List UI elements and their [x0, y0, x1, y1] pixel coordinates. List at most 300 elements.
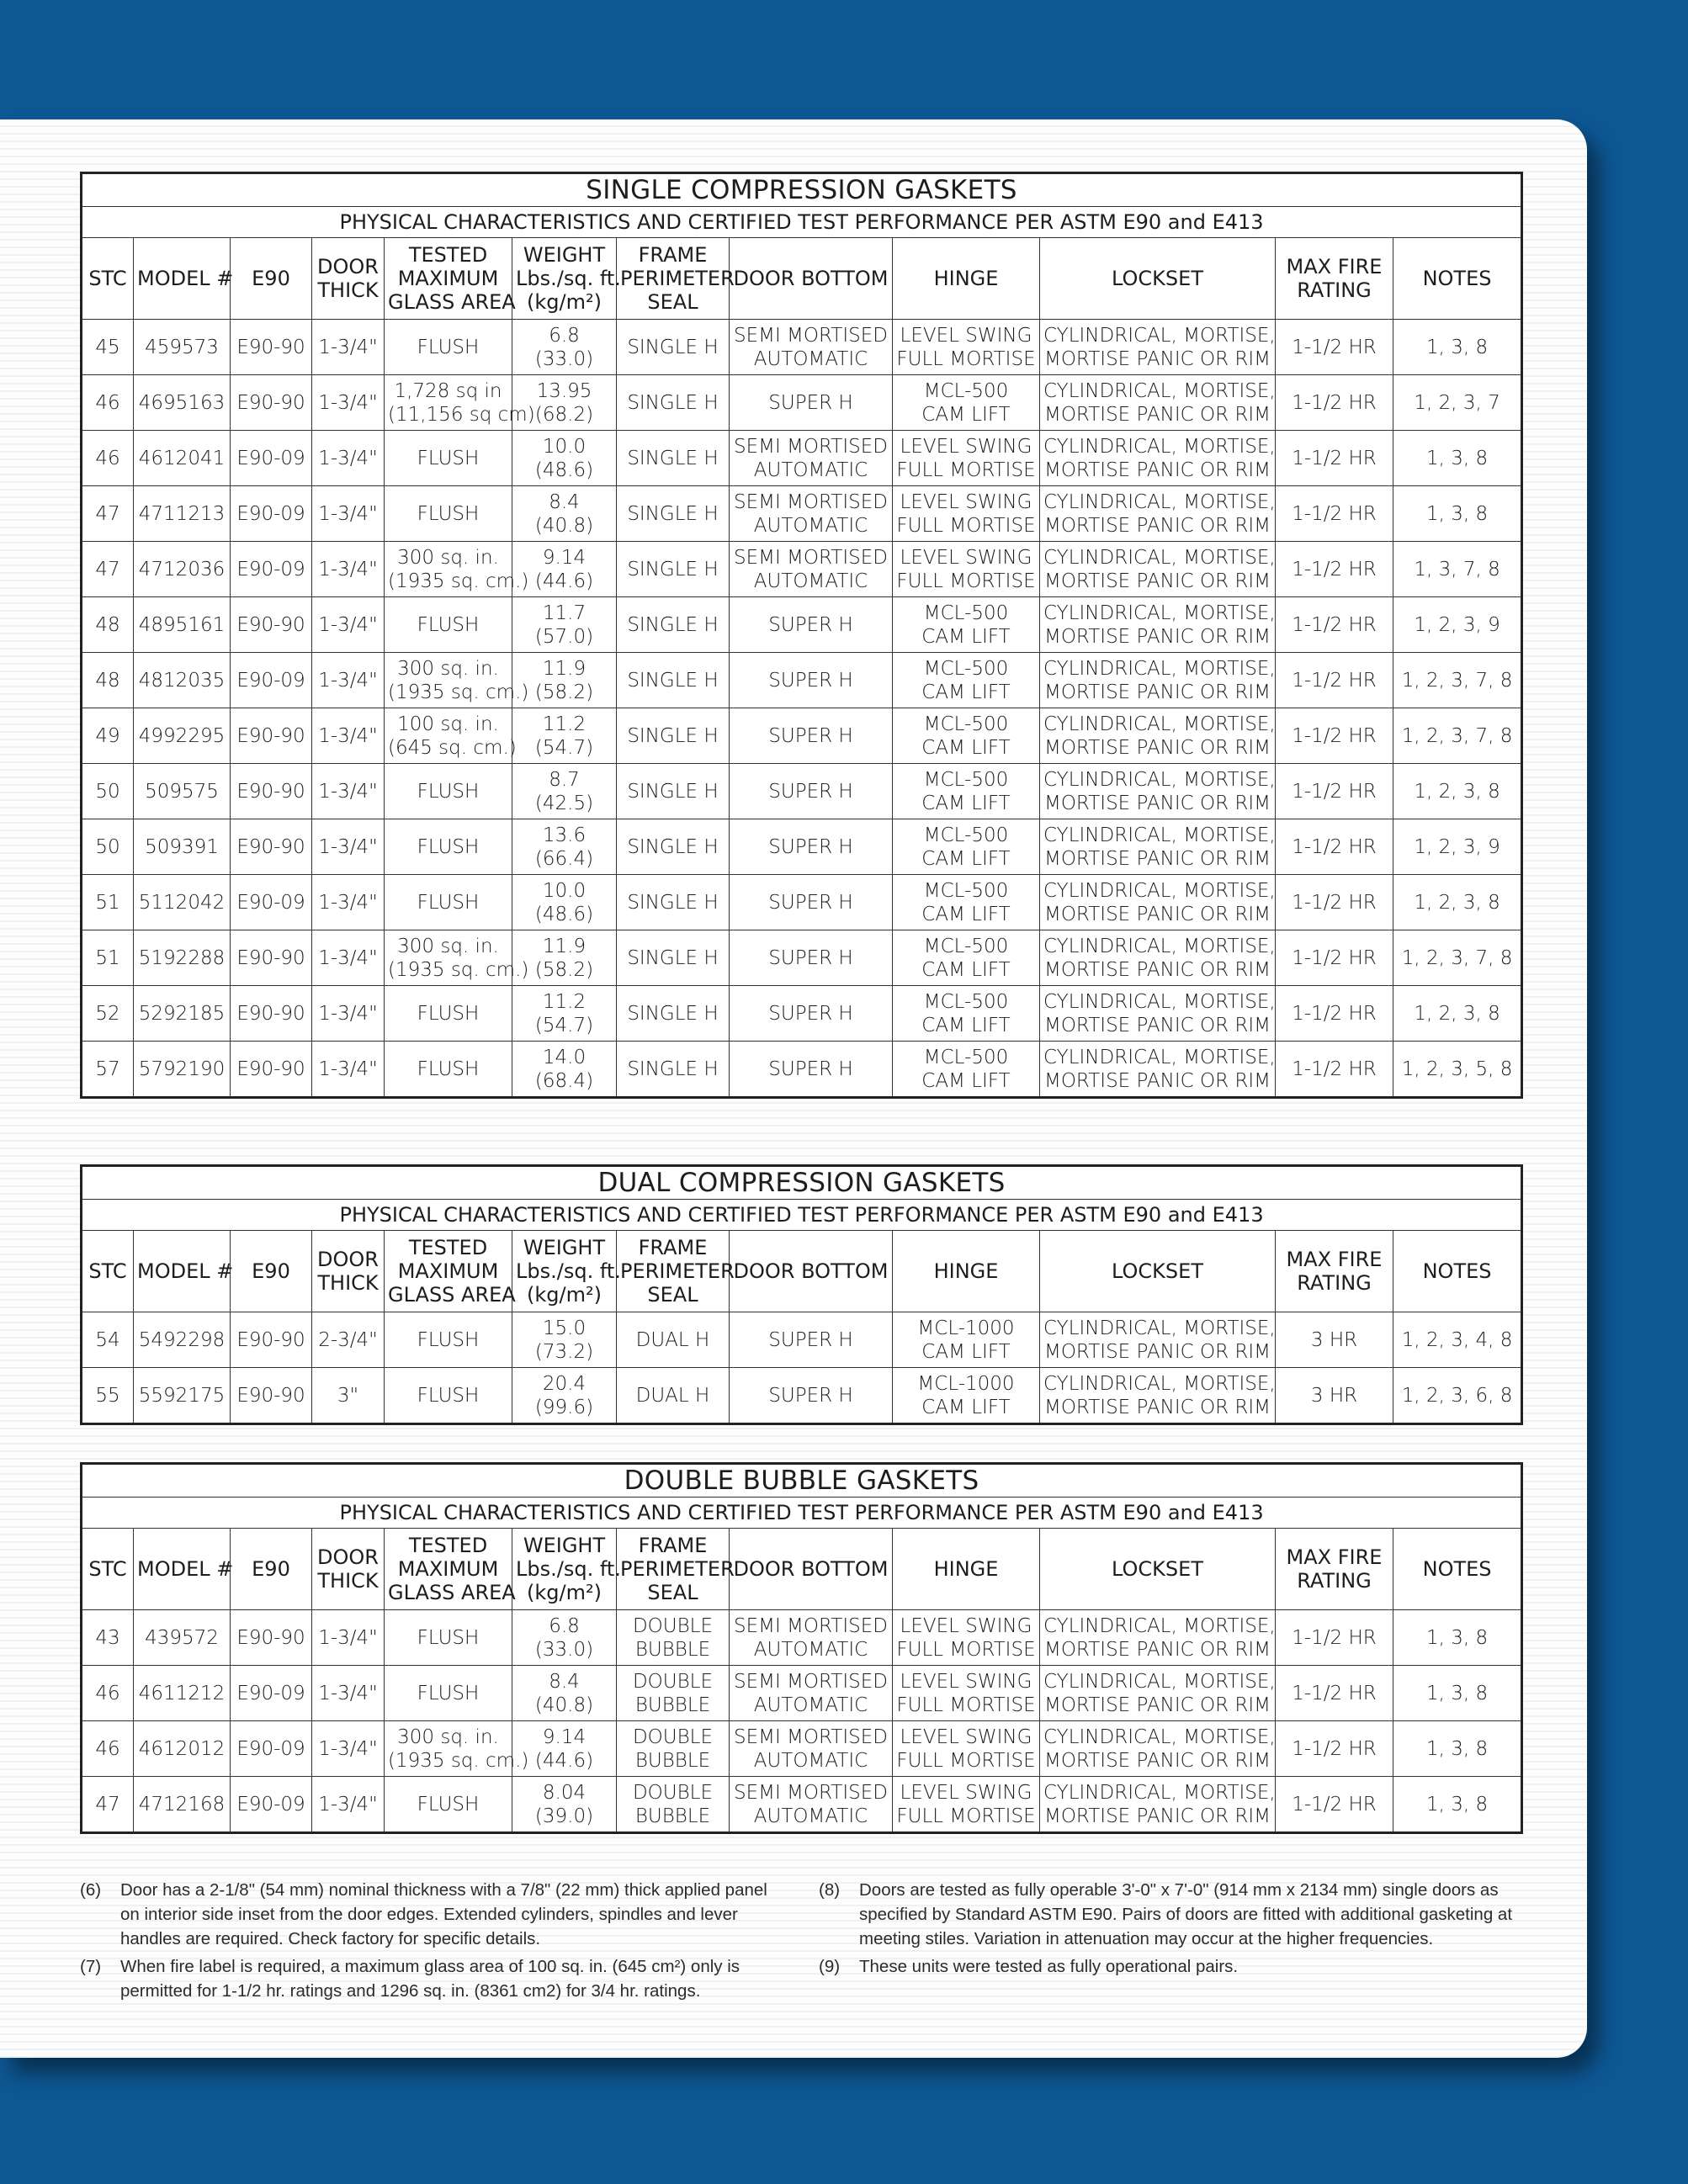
table-title: DUAL COMPRESSION GASKETS [82, 1166, 1522, 1200]
cell-model: 459573 [134, 320, 231, 375]
cell-weight: 10.0 (48.6) [512, 431, 617, 486]
cell-frame: DOUBLE BUBBLE [617, 1666, 730, 1721]
cell-fire: 1-1/2 HR [1276, 1721, 1393, 1777]
cell-hinge: LEVEL SWING FULL MORTISE [893, 486, 1040, 542]
table-row [82, 320, 1522, 375]
cell-hinge: MCL-500 CAM LIFT [893, 653, 1040, 708]
footnote [819, 1878, 1517, 1951]
column-header-stc: STC [82, 1231, 134, 1312]
cell-frame: SINGLE H [617, 597, 730, 653]
column-header-fire: MAX FIRE RATING [1276, 1231, 1393, 1312]
cell-notes: 1, 2, 3, 9 [1393, 597, 1522, 653]
cell-lockset: CYLINDRICAL, MORTISE, MORTISE PANIC OR RIM [1040, 1666, 1276, 1721]
cell-weight: 6.8 (33.0) [512, 320, 617, 375]
table-row [82, 986, 1522, 1042]
table-subtitle: PHYSICAL CHARACTERISTICS AND CERTIFIED TEST PERFORMANCE PER ASTM E90 and E413 [82, 1200, 1522, 1231]
cell-thick: 1-3/4" [312, 1721, 385, 1777]
cell-model: 509391 [134, 819, 231, 875]
cell-fire: 1-1/2 HR [1276, 320, 1393, 375]
cell-e90: E90-90 [231, 597, 312, 653]
footnote-text: When fire label is required, a maximum glass area of 100 sq. in. (645 cm²) only is permitted for 1-1/2 hr. ratings and 1296 sq. in. (8361 cm2) for 3/4 hr. ratings. [120, 1957, 740, 2001]
column-header-model: MODEL # [134, 238, 231, 320]
cell-bottom: SEMI MORTISED AUTOMATIC [730, 431, 893, 486]
cell-thick: 1-3/4" [312, 320, 385, 375]
cell-glass: FLUSH [385, 1777, 512, 1833]
cell-lockset: CYLINDRICAL, MORTISE, MORTISE PANIC OR RIM [1040, 764, 1276, 819]
cell-model: 4612041 [134, 431, 231, 486]
cell-model: 5192288 [134, 930, 231, 986]
column-header-model: MODEL # [134, 1529, 231, 1610]
cell-frame: SINGLE H [617, 486, 730, 542]
footnote-number: (9) [819, 1957, 841, 1976]
cell-fire: 1-1/2 HR [1276, 708, 1393, 764]
cell-model: 4611212 [134, 1666, 231, 1721]
cell-thick: 1-3/4" [312, 486, 385, 542]
cell-bottom: SEMI MORTISED AUTOMATIC [730, 1610, 893, 1666]
column-header-frame: FRAME PERIMETER SEAL [617, 238, 730, 320]
cell-glass: FLUSH [385, 1610, 512, 1666]
cell-stc: 47 [82, 542, 134, 597]
cell-weight: 9.14 (44.6) [512, 1721, 617, 1777]
cell-lockset: CYLINDRICAL, MORTISE, MORTISE PANIC OR RIM [1040, 431, 1276, 486]
cell-stc: 43 [82, 1610, 134, 1666]
cell-stc: 46 [82, 431, 134, 486]
footnote [80, 1878, 778, 1951]
double-bubble-table [80, 1462, 1523, 1834]
footnote-text: Door has a 2-1/8" (54 mm) nominal thickness with a 7/8" (22 mm) thick applied panel on interior side inset from the door edges. Extended cylinders, spindles and lever handles are required. Check factory for specific details. [120, 1880, 767, 1948]
column-header-thick: DOOR THICK [312, 1231, 385, 1312]
table-row [82, 1666, 1522, 1721]
cell-hinge: MCL-500 CAM LIFT [893, 986, 1040, 1042]
cell-stc: 47 [82, 1777, 134, 1833]
cell-model: 4695163 [134, 375, 231, 431]
cell-stc: 50 [82, 819, 134, 875]
footnote-number: (7) [80, 1957, 102, 1976]
cell-e90: E90-90 [231, 986, 312, 1042]
cell-notes: 1, 2, 3, 7, 8 [1393, 708, 1522, 764]
cell-e90: E90-09 [231, 431, 312, 486]
cell-glass: FLUSH [385, 320, 512, 375]
cell-glass: FLUSH [385, 1368, 512, 1424]
cell-fire: 1-1/2 HR [1276, 764, 1393, 819]
cell-glass: 300 sq. in. (1935 sq. cm.) [385, 542, 512, 597]
cell-model: 4895161 [134, 597, 231, 653]
cell-lockset: CYLINDRICAL, MORTISE, MORTISE PANIC OR RIM [1040, 1312, 1276, 1368]
cell-notes: 1, 3, 8 [1393, 486, 1522, 542]
table-row [82, 375, 1522, 431]
cell-thick: 1-3/4" [312, 597, 385, 653]
cell-notes: 1, 3, 8 [1393, 320, 1522, 375]
cell-e90: E90-90 [231, 930, 312, 986]
table-row [82, 1777, 1522, 1833]
column-header-e90: E90 [231, 1231, 312, 1312]
column-header-glass: TESTED MAXIMUM GLASS AREA [385, 238, 512, 320]
cell-e90: E90-09 [231, 653, 312, 708]
cell-fire: 1-1/2 HR [1276, 1777, 1393, 1833]
table-row [82, 1721, 1522, 1777]
cell-frame: SINGLE H [617, 320, 730, 375]
cell-weight: 8.4 (40.8) [512, 486, 617, 542]
column-header-frame: FRAME PERIMETER SEAL [617, 1529, 730, 1610]
cell-thick: 1-3/4" [312, 375, 385, 431]
cell-notes: 1, 2, 3, 9 [1393, 819, 1522, 875]
column-header-thick: DOOR THICK [312, 238, 385, 320]
cell-weight: 11.2 (54.7) [512, 708, 617, 764]
cell-glass: FLUSH [385, 486, 512, 542]
cell-notes: 1, 2, 3, 7, 8 [1393, 930, 1522, 986]
cell-bottom: SUPER H [730, 1312, 893, 1368]
cell-hinge: MCL-500 CAM LIFT [893, 764, 1040, 819]
cell-hinge: MCL-500 CAM LIFT [893, 819, 1040, 875]
cell-notes: 1, 3, 8 [1393, 1721, 1522, 1777]
cell-lockset: CYLINDRICAL, MORTISE, MORTISE PANIC OR RIM [1040, 986, 1276, 1042]
cell-e90: E90-90 [231, 708, 312, 764]
dual-compression-table [80, 1164, 1523, 1425]
cell-model: 5292185 [134, 986, 231, 1042]
cell-stc: 51 [82, 930, 134, 986]
cell-model: 4812035 [134, 653, 231, 708]
cell-glass: FLUSH [385, 431, 512, 486]
cell-thick: 1-3/4" [312, 431, 385, 486]
column-header-fire: MAX FIRE RATING [1276, 1529, 1393, 1610]
cell-weight: 14.0 (68.4) [512, 1042, 617, 1098]
cell-hinge: LEVEL SWING FULL MORTISE [893, 431, 1040, 486]
cell-e90: E90-90 [231, 320, 312, 375]
cell-notes: 1, 3, 8 [1393, 431, 1522, 486]
cell-e90: E90-90 [231, 1042, 312, 1098]
column-header-stc: STC [82, 1529, 134, 1610]
column-header-lockset: LOCKSET [1040, 1231, 1276, 1312]
table-row [82, 653, 1522, 708]
cell-stc: 57 [82, 1042, 134, 1098]
cell-weight: 11.9 (58.2) [512, 930, 617, 986]
cell-frame: SINGLE H [617, 375, 730, 431]
cell-bottom: SUPER H [730, 764, 893, 819]
cell-weight: 11.9 (58.2) [512, 653, 617, 708]
cell-frame: SINGLE H [617, 542, 730, 597]
cell-e90: E90-90 [231, 1368, 312, 1424]
cell-e90: E90-09 [231, 1721, 312, 1777]
table-row [82, 708, 1522, 764]
cell-stc: 48 [82, 653, 134, 708]
cell-bottom: SUPER H [730, 597, 893, 653]
cell-bottom: SUPER H [730, 930, 893, 986]
cell-glass: FLUSH [385, 819, 512, 875]
cell-bottom: SUPER H [730, 819, 893, 875]
cell-thick: 1-3/4" [312, 875, 385, 930]
table-subtitle: PHYSICAL CHARACTERISTICS AND CERTIFIED TEST PERFORMANCE PER ASTM E90 and E413 [82, 207, 1522, 238]
cell-glass: 300 sq. in. (1935 sq. cm.) [385, 653, 512, 708]
cell-glass: 300 sq. in. (1935 sq. cm.) [385, 930, 512, 986]
cell-weight: 11.7 (57.0) [512, 597, 617, 653]
table-row [82, 1312, 1522, 1368]
cell-weight: 13.6 (66.4) [512, 819, 617, 875]
cell-thick: 3" [312, 1368, 385, 1424]
cell-glass: 100 sq. in. (645 sq. cm.) [385, 708, 512, 764]
cell-bottom: SUPER H [730, 708, 893, 764]
table-row [82, 1368, 1522, 1424]
cell-frame: SINGLE H [617, 764, 730, 819]
cell-fire: 1-1/2 HR [1276, 375, 1393, 431]
cell-thick: 1-3/4" [312, 1666, 385, 1721]
cell-glass: FLUSH [385, 764, 512, 819]
cell-fire: 1-1/2 HR [1276, 875, 1393, 930]
cell-bottom: SEMI MORTISED AUTOMATIC [730, 1721, 893, 1777]
cell-fire: 1-1/2 HR [1276, 930, 1393, 986]
cell-model: 5592175 [134, 1368, 231, 1424]
cell-bottom: SEMI MORTISED AUTOMATIC [730, 1777, 893, 1833]
cell-stc: 46 [82, 375, 134, 431]
cell-thick: 1-3/4" [312, 930, 385, 986]
cell-notes: 1, 2, 3, 6, 8 [1393, 1368, 1522, 1424]
cell-thick: 1-3/4" [312, 708, 385, 764]
cell-lockset: CYLINDRICAL, MORTISE, MORTISE PANIC OR RIM [1040, 1610, 1276, 1666]
cell-stc: 46 [82, 1721, 134, 1777]
column-header-weight: WEIGHT Lbs./sq. ft. (kg/m²) [512, 1529, 617, 1610]
cell-thick: 1-3/4" [312, 1777, 385, 1833]
column-header-model: MODEL # [134, 1231, 231, 1312]
cell-e90: E90-90 [231, 375, 312, 431]
cell-notes: 1, 2, 3, 8 [1393, 986, 1522, 1042]
cell-model: 439572 [134, 1610, 231, 1666]
cell-fire: 1-1/2 HR [1276, 431, 1393, 486]
cell-notes: 1, 2, 3, 4, 8 [1393, 1312, 1522, 1368]
cell-fire: 1-1/2 HR [1276, 597, 1393, 653]
cell-frame: DUAL H [617, 1312, 730, 1368]
cell-thick: 1-3/4" [312, 1610, 385, 1666]
cell-frame: SINGLE H [617, 819, 730, 875]
cell-weight: 11.2 (54.7) [512, 986, 617, 1042]
cell-frame: SINGLE H [617, 875, 730, 930]
column-header-notes: NOTES [1393, 238, 1522, 320]
cell-notes: 1, 2, 3, 8 [1393, 875, 1522, 930]
cell-hinge: LEVEL SWING FULL MORTISE [893, 1721, 1040, 1777]
column-header-bottom: DOOR BOTTOM [730, 1231, 893, 1312]
cell-model: 5112042 [134, 875, 231, 930]
column-header-hinge: HINGE [893, 238, 1040, 320]
cell-frame: SINGLE H [617, 708, 730, 764]
cell-fire: 1-1/2 HR [1276, 819, 1393, 875]
cell-notes: 1, 2, 3, 8 [1393, 764, 1522, 819]
cell-fire: 1-1/2 HR [1276, 542, 1393, 597]
column-header-hinge: HINGE [893, 1231, 1040, 1312]
cell-weight: 13.95 (68.2) [512, 375, 617, 431]
cell-weight: 15.0 (73.2) [512, 1312, 617, 1368]
footnote-text: These units were tested as fully operational pairs. [859, 1957, 1239, 1976]
cell-model: 5492298 [134, 1312, 231, 1368]
cell-lockset: CYLINDRICAL, MORTISE, MORTISE PANIC OR RIM [1040, 1368, 1276, 1424]
cell-lockset: CYLINDRICAL, MORTISE, MORTISE PANIC OR RIM [1040, 1042, 1276, 1098]
table-row [82, 542, 1522, 597]
cell-frame: SINGLE H [617, 653, 730, 708]
cell-bottom: SEMI MORTISED AUTOMATIC [730, 320, 893, 375]
cell-fire: 1-1/2 HR [1276, 1666, 1393, 1721]
cell-thick: 1-3/4" [312, 653, 385, 708]
cell-glass: 300 sq. in. (1935 sq. cm.) [385, 1721, 512, 1777]
footnote [819, 1954, 1517, 1979]
cell-e90: E90-90 [231, 1312, 312, 1368]
cell-model: 4711213 [134, 486, 231, 542]
cell-hinge: LEVEL SWING FULL MORTISE [893, 320, 1040, 375]
table-row [82, 1042, 1522, 1098]
cell-glass: FLUSH [385, 875, 512, 930]
cell-model: 4712036 [134, 542, 231, 597]
cell-e90: E90-09 [231, 875, 312, 930]
cell-frame: SINGLE H [617, 431, 730, 486]
cell-lockset: CYLINDRICAL, MORTISE, MORTISE PANIC OR RIM [1040, 819, 1276, 875]
cell-fire: 3 HR [1276, 1368, 1393, 1424]
column-header-bottom: DOOR BOTTOM [730, 238, 893, 320]
table-title: SINGLE COMPRESSION GASKETS [82, 173, 1522, 207]
cell-hinge: LEVEL SWING FULL MORTISE [893, 1610, 1040, 1666]
cell-stc: 52 [82, 986, 134, 1042]
cell-lockset: CYLINDRICAL, MORTISE, MORTISE PANIC OR RIM [1040, 486, 1276, 542]
cell-weight: 10.0 (48.6) [512, 875, 617, 930]
cell-thick: 1-3/4" [312, 986, 385, 1042]
cell-e90: E90-09 [231, 1777, 312, 1833]
column-header-lockset: LOCKSET [1040, 238, 1276, 320]
cell-stc: 51 [82, 875, 134, 930]
cell-hinge: LEVEL SWING FULL MORTISE [893, 1666, 1040, 1721]
cell-stc: 48 [82, 597, 134, 653]
cell-model: 4612012 [134, 1721, 231, 1777]
footnote-number: (6) [80, 1880, 102, 1900]
cell-bottom: SUPER H [730, 1368, 893, 1424]
cell-bottom: SUPER H [730, 375, 893, 431]
cell-stc: 49 [82, 708, 134, 764]
cell-lockset: CYLINDRICAL, MORTISE, MORTISE PANIC OR RIM [1040, 1721, 1276, 1777]
cell-thick: 2-3/4" [312, 1312, 385, 1368]
column-header-weight: WEIGHT Lbs./sq. ft. (kg/m²) [512, 238, 617, 320]
cell-notes: 1, 3, 8 [1393, 1666, 1522, 1721]
cell-notes: 1, 3, 8 [1393, 1610, 1522, 1666]
cell-weight: 8.7 (42.5) [512, 764, 617, 819]
cell-fire: 3 HR [1276, 1312, 1393, 1368]
column-header-glass: TESTED MAXIMUM GLASS AREA [385, 1231, 512, 1312]
column-header-thick: DOOR THICK [312, 1529, 385, 1610]
cell-fire: 1-1/2 HR [1276, 1042, 1393, 1098]
cell-frame: DOUBLE BUBBLE [617, 1721, 730, 1777]
column-header-fire: MAX FIRE RATING [1276, 238, 1393, 320]
column-header-glass: TESTED MAXIMUM GLASS AREA [385, 1529, 512, 1610]
cell-stc: 50 [82, 764, 134, 819]
cell-stc: 45 [82, 320, 134, 375]
cell-hinge: MCL-500 CAM LIFT [893, 875, 1040, 930]
cell-hinge: MCL-500 CAM LIFT [893, 597, 1040, 653]
cell-frame: SINGLE H [617, 986, 730, 1042]
table-row [82, 486, 1522, 542]
cell-thick: 1-3/4" [312, 1042, 385, 1098]
cell-glass: FLUSH [385, 1666, 512, 1721]
cell-notes: 1, 3, 7, 8 [1393, 542, 1522, 597]
cell-hinge: MCL-1000 CAM LIFT [893, 1368, 1040, 1424]
table-subtitle: PHYSICAL CHARACTERISTICS AND CERTIFIED TEST PERFORMANCE PER ASTM E90 and E413 [82, 1498, 1522, 1529]
cell-lockset: CYLINDRICAL, MORTISE, MORTISE PANIC OR RIM [1040, 320, 1276, 375]
cell-notes: 1, 2, 3, 5, 8 [1393, 1042, 1522, 1098]
cell-e90: E90-09 [231, 1666, 312, 1721]
cell-hinge: MCL-500 CAM LIFT [893, 708, 1040, 764]
cell-stc: 54 [82, 1312, 134, 1368]
cell-glass: 1,728 sq in (11,156 sq cm) [385, 375, 512, 431]
cell-hinge: MCL-1000 CAM LIFT [893, 1312, 1040, 1368]
table-title: DOUBLE BUBBLE GASKETS [82, 1464, 1522, 1498]
cell-hinge: MCL-500 CAM LIFT [893, 375, 1040, 431]
cell-bottom: SEMI MORTISED AUTOMATIC [730, 542, 893, 597]
cell-model: 509575 [134, 764, 231, 819]
column-header-bottom: DOOR BOTTOM [730, 1529, 893, 1610]
column-header-stc: STC [82, 238, 134, 320]
cell-frame: SINGLE H [617, 930, 730, 986]
cell-fire: 1-1/2 HR [1276, 653, 1393, 708]
cell-frame: SINGLE H [617, 1042, 730, 1098]
cell-stc: 55 [82, 1368, 134, 1424]
cell-model: 5792190 [134, 1042, 231, 1098]
table-row [82, 597, 1522, 653]
cell-notes: 1, 2, 3, 7 [1393, 375, 1522, 431]
cell-e90: E90-09 [231, 542, 312, 597]
cell-bottom: SUPER H [730, 875, 893, 930]
cell-frame: DUAL H [617, 1368, 730, 1424]
cell-lockset: CYLINDRICAL, MORTISE, MORTISE PANIC OR RIM [1040, 875, 1276, 930]
cell-fire: 1-1/2 HR [1276, 486, 1393, 542]
column-header-e90: E90 [231, 1529, 312, 1610]
cell-glass: FLUSH [385, 986, 512, 1042]
cell-glass: FLUSH [385, 1312, 512, 1368]
cell-stc: 46 [82, 1666, 134, 1721]
column-header-e90: E90 [231, 238, 312, 320]
footnote-number: (8) [819, 1880, 841, 1900]
cell-weight: 8.04 (39.0) [512, 1777, 617, 1833]
cell-thick: 1-3/4" [312, 542, 385, 597]
cell-lockset: CYLINDRICAL, MORTISE, MORTISE PANIC OR RIM [1040, 930, 1276, 986]
cell-bottom: SUPER H [730, 1042, 893, 1098]
table-row [82, 764, 1522, 819]
cell-model: 4992295 [134, 708, 231, 764]
cell-bottom: SEMI MORTISED AUTOMATIC [730, 486, 893, 542]
single-compression-table [80, 172, 1523, 1099]
cell-bottom: SUPER H [730, 986, 893, 1042]
cell-lockset: CYLINDRICAL, MORTISE, MORTISE PANIC OR RIM [1040, 653, 1276, 708]
cell-e90: E90-09 [231, 486, 312, 542]
cell-frame: DOUBLE BUBBLE [617, 1777, 730, 1833]
cell-lockset: CYLINDRICAL, MORTISE, MORTISE PANIC OR RIM [1040, 1777, 1276, 1833]
cell-e90: E90-90 [231, 764, 312, 819]
table-row [82, 875, 1522, 930]
cell-notes: 1, 2, 3, 7, 8 [1393, 653, 1522, 708]
cell-fire: 1-1/2 HR [1276, 1610, 1393, 1666]
cell-hinge: LEVEL SWING FULL MORTISE [893, 542, 1040, 597]
cell-weight: 6.8 (33.0) [512, 1610, 617, 1666]
column-header-weight: WEIGHT Lbs./sq. ft. (kg/m²) [512, 1231, 617, 1312]
cell-thick: 1-3/4" [312, 764, 385, 819]
cell-lockset: CYLINDRICAL, MORTISE, MORTISE PANIC OR RIM [1040, 708, 1276, 764]
table-row [82, 930, 1522, 986]
column-header-lockset: LOCKSET [1040, 1529, 1276, 1610]
cell-lockset: CYLINDRICAL, MORTISE, MORTISE PANIC OR RIM [1040, 542, 1276, 597]
cell-e90: E90-90 [231, 1610, 312, 1666]
cell-weight: 8.4 (40.8) [512, 1666, 617, 1721]
table-row [82, 431, 1522, 486]
column-header-frame: FRAME PERIMETER SEAL [617, 1231, 730, 1312]
footnotes-left [80, 1878, 778, 2006]
cell-lockset: CYLINDRICAL, MORTISE, MORTISE PANIC OR RIM [1040, 597, 1276, 653]
cell-fire: 1-1/2 HR [1276, 986, 1393, 1042]
cell-glass: FLUSH [385, 1042, 512, 1098]
footnotes-right [819, 1878, 1517, 1982]
cell-weight: 9.14 (44.6) [512, 542, 617, 597]
cell-thick: 1-3/4" [312, 819, 385, 875]
cell-frame: DOUBLE BUBBLE [617, 1610, 730, 1666]
